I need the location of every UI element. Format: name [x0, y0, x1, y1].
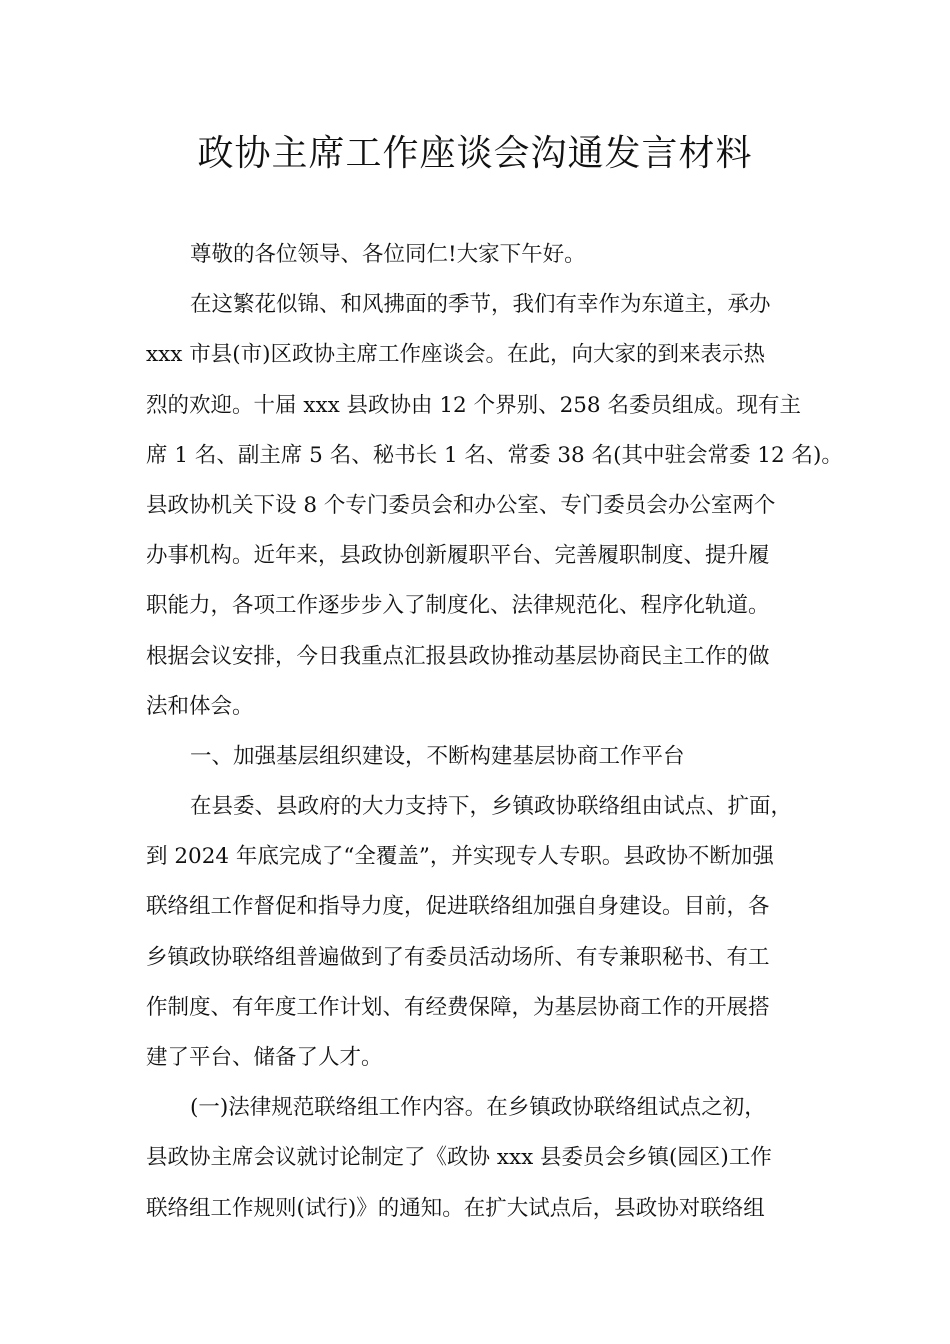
- text-line: 作制度、有年度工作计划、有经费保障，为基层协商工作的开展搭: [146, 994, 770, 1020]
- text-line: 烈的欢迎。十届 xxx 县政协由 12 个界别、258 名委员组成。现有主: [146, 392, 801, 418]
- text-line: 建了平台、储备了人才。: [146, 1045, 383, 1070]
- text-line: 联络组工作督促和指导力度，促进联络组加强自身建设。目前，各: [146, 894, 770, 920]
- text-line: 职能力，各项工作逐步步入了制度化、法律规范化、程序化轨道。: [146, 593, 770, 619]
- text-line: 在这繁花似锦、和风拂面的季节，我们有幸作为东道主，承办: [190, 292, 771, 318]
- text-line: 法和体会。: [146, 693, 254, 719]
- text-line: 席 1 名、副主席 5 名、秘书长 1 名、常委 38 名(其中驻会常委 12 名)。: [146, 442, 843, 468]
- text-line: 乡镇政协联络组普遍做到了有委员活动场所、有专兼职秘书、有工: [146, 944, 770, 970]
- text-line: 办事机构。近年来，县政协创新履职平台、完善履职制度、提升履: [146, 543, 770, 569]
- text-line: 尊敬的各位领导、各位同仁!大家下午好。: [190, 242, 586, 267]
- text-line: 在县委、县政府的大力支持下，乡镇政协联络组由试点、扩面，: [190, 794, 793, 820]
- text-line: xxx 市县(市)区政协主席工作座谈会。在此，向大家的到来表示热: [146, 342, 765, 368]
- text-line: (一)法律规范联络组工作内容。在乡镇政协联络组试点之初，: [190, 1095, 766, 1121]
- text-line: 到 2024 年底完成了“全覆盖”，并实现专人专职。县政协不断加强: [146, 844, 774, 870]
- document-body: [146, 230, 843, 1234]
- document-title: 政协主席工作座谈会沟通发言材料: [197, 133, 753, 174]
- text-line: 联络组工作规则(试行)》的通知。在扩大试点后，县政协对联络组: [146, 1195, 765, 1221]
- text-line: 根据会议安排，今日我重点汇报县政协推动基层协商民主工作的做: [146, 643, 770, 669]
- text-line: 一、加强基层组织建设，不断构建基层协商工作平台: [190, 743, 685, 769]
- text-line: 县政协机关下设 8 个专门委员会和办公室、专门委员会办公室两个: [146, 492, 776, 518]
- text-line: 县政协主席会议就讨论制定了《政协 xxx 县委员会乡镇(园区)工作: [146, 1145, 772, 1171]
